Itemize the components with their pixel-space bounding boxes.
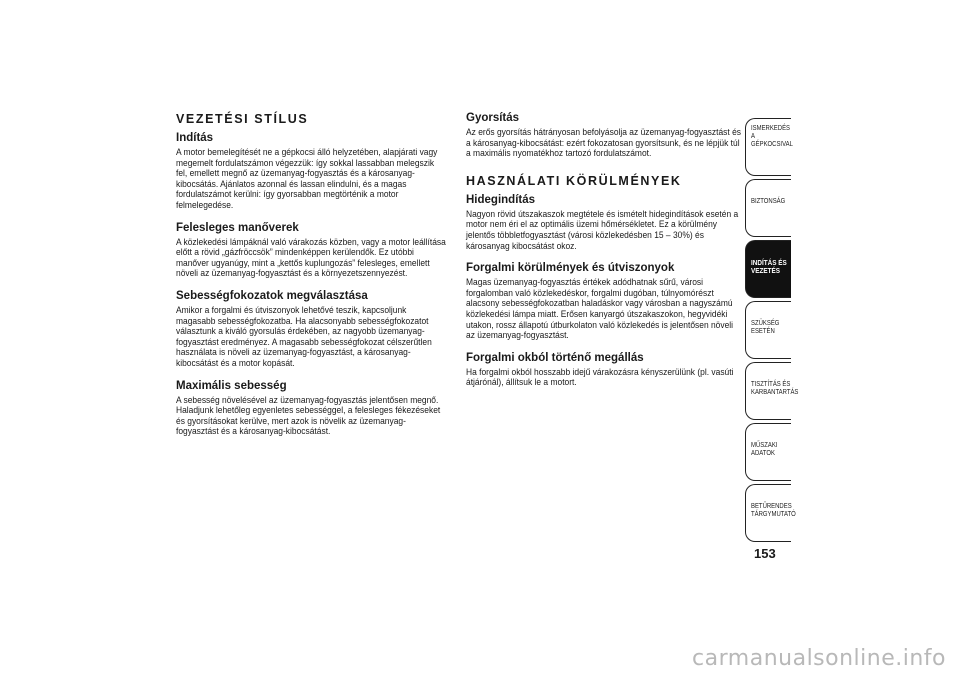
tab-label: SZÜKSÉG ESETÉN [751, 320, 780, 335]
left-column [176, 112, 448, 438]
tab-technical-data[interactable] [745, 423, 791, 481]
paragraph-acceleration: Az erős gyorsítás hátrányosan befolyásolja az üzemanyag-fogyasztást és a károsanyag-kibocsátást: ezért fokozatosan gyorsítsunk, és ne lépjük túl a maximális nyomatékhoz tartozó fordulatszámot. [466, 127, 741, 160]
chapter-tabs [745, 118, 799, 545]
paragraph-traffic-conditions: Magas üzemanyag-fogyasztás értékek adódhatnak sűrű, városi forgalomban való közlekedéskor, forgalmi dugóban, túlnyomórészt alacsony sebességfokozatban haladáskor vagy városban a nagyszámú közlekedési lámpa miatt. Erősen kanyargó útszakaszokon, hegyvidéki utakon, rossz állapotú útburkolaton való közlekedés is jelentősen növeli az üzemanyag-fogyasztást. [466, 277, 734, 342]
tab-label: ISMERKEDÉS A GÉPKOCSIVAL [751, 125, 793, 148]
tab-label: INDÍTÁS ÉS VEZETÉS [751, 258, 787, 275]
paragraph-gear-selection: Amikor a forgalmi és útviszonyok lehetővé teszik, kapcsoljunk magasabb sebességfokozatba. Ha alacsonyabb sebességfokozatot választunk a kiváló gyorsulás érdekében, az nagyobb üzemanyag-fogyasztást eredményez. A magasabb sebességfokozat célszerűtlen használata is növeli az üzemanyag-fogyasztást, a károsanyag-kibocsátást és a motor kopását. [176, 304, 432, 369]
subheading-gear-selection: Sebességfokozatok megválasztása [176, 289, 368, 302]
tab-index[interactable] [745, 484, 796, 542]
section-title-driving-style: VEZETÉSI STÍLUS [176, 112, 309, 126]
tab-maintenance[interactable] [745, 362, 799, 420]
subheading-cold-start: Hidegindítás [466, 193, 536, 206]
subheading-maximum-speed: Maximális sebesség [176, 379, 287, 392]
subheading-traffic-stop: Forgalmi okból történő megállás [466, 351, 644, 364]
paragraph-maximum-speed: A sebesség növelésével az üzemanyag-fogyasztás jelentősen megnő. Haladjunk lehetőleg egyenletes sebességgel, a felesleges fékezéseket és gyorsításokat kerülve, mert azok is növelik az üzemanyag-fogyasztást és a károsanyag-kibocsátást. [176, 394, 441, 438]
subheading-acceleration: Gyorsítás [466, 112, 520, 124]
tab-label: BIZTONSÁG [751, 198, 786, 205]
section-title-conditions-of-use: HASZNÁLATI KÖRÜLMÉNYEK [466, 173, 682, 188]
tab-label: MŰSZAKI ADATOK [751, 442, 778, 457]
tab-getting-to-know[interactable] [745, 118, 791, 176]
paragraph-unnecessary-manoeuvres: A közlekedési lámpáknál való várakozás közben, vagy a motor leállítása előtt a rövid „gázfröccsök” mindenképpen kerülendők. Ez utóbbi manőver ugyanúgy, mint a „kettős kuplungozás” felesleges, emellett növeli az üzemanyag-fogyasztást és a környezetszennyezést. [176, 236, 446, 280]
right-column [466, 112, 742, 389]
page-number: 153 [754, 546, 776, 561]
subheading-starting: Indítás [176, 132, 214, 144]
paragraph-starting: A motor bemelegítését ne a gépkocsi álló helyzetében, alapjárati vagy megemelt fordulatszámon végezzük: így sokkal lassabban melegszik fel, emellett megnő az üzemanyag-fogyasztás és a károsanyag-kibocsátás. Ajánlatos azonnal és lassan elindulni, és a magas fordulatszámot kerülni: így gyorsabban megtörténik a motor felmelegedése. [176, 147, 438, 211]
tab-safety[interactable] [745, 179, 791, 237]
tab-label: TISZTÍTÁS ÉS KARBANTARTÁS [751, 381, 799, 396]
tab-starting-and-driving[interactable] [745, 240, 791, 298]
tab-label: BETŰRENDES TÁRGYMUTATÓ [751, 503, 796, 518]
tab-in-emergency[interactable] [745, 301, 791, 359]
subheading-traffic-conditions: Forgalmi körülmények és útviszonyok [466, 262, 675, 275]
paragraph-cold-start: Nagyon rövid útszakaszok megtétele és ismételt hidegindítások esetén a motor nem éri el az optimális üzemi hőmérsékletet. Ez a körülmény jelentős többletfogyasztást (városi közlekedésben 15 – 30%) és károsanyag kibocsátást okoz. [466, 208, 739, 252]
paragraph-traffic-stop: Ha forgalmi okból hosszabb idejű várakozásra kényszerülünk (pl. vasúti átjárónál), állítsuk le a motort. [466, 366, 734, 389]
watermark-text: carmanualsonline.info [692, 646, 946, 671]
subheading-unnecessary-manoeuvres: Felesleges manőverek [176, 221, 299, 234]
